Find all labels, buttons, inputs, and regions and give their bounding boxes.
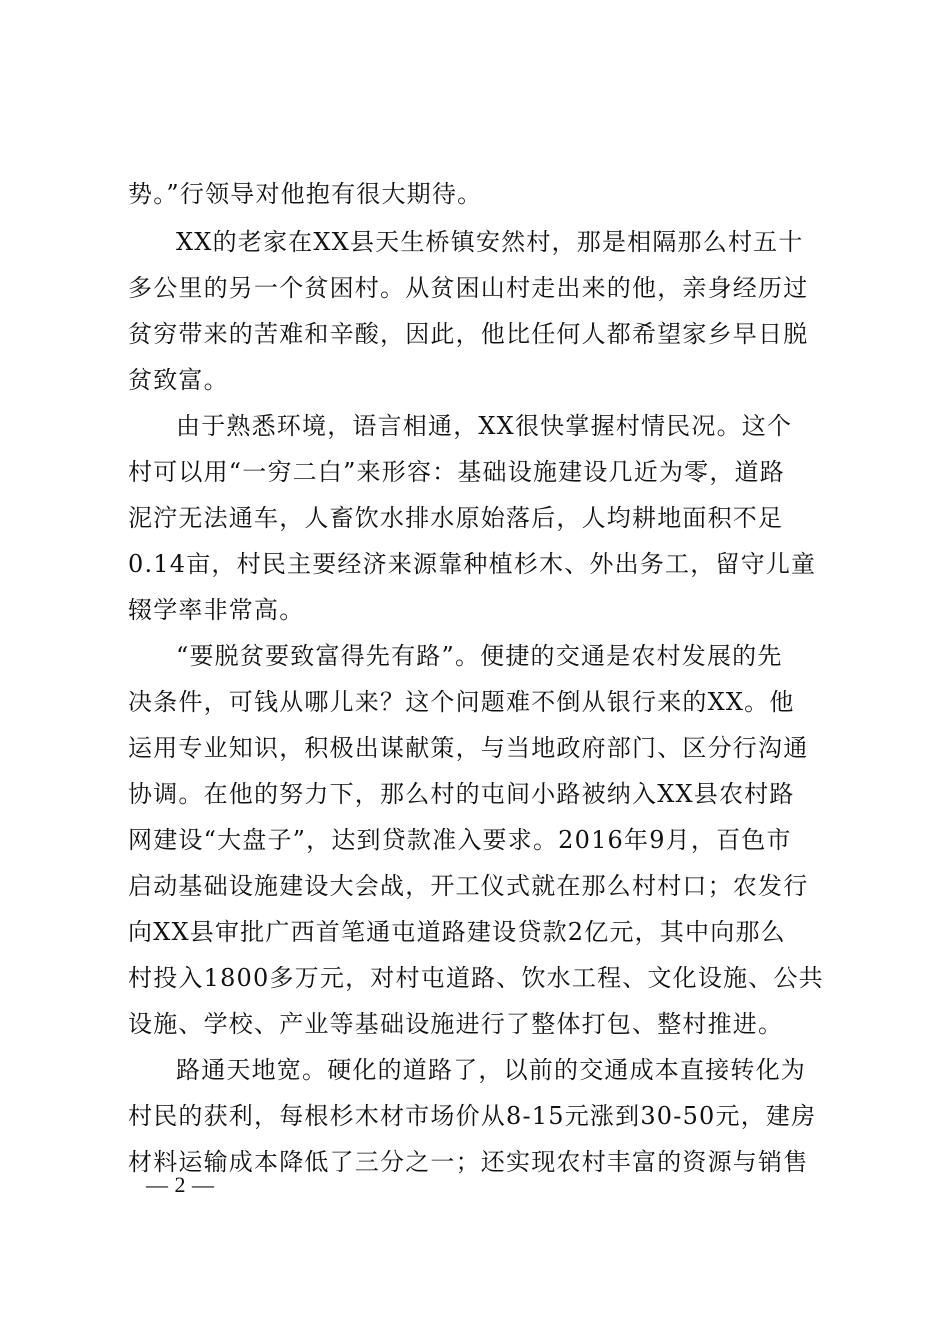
- paragraph-line: 村可以用“一穷二白”来形容：基础设施建设几近为零，道路: [128, 458, 785, 486]
- paragraph-line: “要脱贫要致富得先有路”。便捷的交通是农村发展的先: [176, 642, 783, 670]
- paragraph-line: 运用专业知识，积极出谋献策，与当地政府部门、区分行沟通: [128, 734, 809, 762]
- paragraph-line: 泥泞无法通车，人畜饮水排水原始落后，人均耕地面积不足: [128, 504, 784, 532]
- paragraph-line: XX的老家在XX县天生桥镇安然村，那是相隔那么村五十: [176, 228, 804, 256]
- paragraph-line: 启动基础设施建设大会战，开工仪式就在那么村村口；农发行: [128, 872, 809, 900]
- paragraph-line: 辍学率非常高。: [128, 596, 305, 624]
- paragraph-line: 多公里的另一个贫困村。从贫困山村走出来的他，亲身经历过: [128, 274, 809, 302]
- paragraph-line: 贫致富。: [128, 366, 229, 394]
- paragraph-line: 村投入1800多万元，对村屯道路、饮水工程、文化设施、公共: [128, 964, 824, 992]
- page-number: — 2 —: [146, 1172, 215, 1197]
- paragraph-line: 决条件，可钱从哪儿来？这个问题难不倒从银行来的XX。他: [128, 688, 795, 716]
- paragraph-line: 村民的获利，每根杉木材市场价从8-15元涨到30-50元，建房: [128, 1102, 817, 1130]
- paragraph-line: 路通天地宽。硬化的道路了，以前的交通成本直接转化为: [176, 1056, 806, 1084]
- paragraph-line: 设施、学校、产业等基础设施进行了整体打包、整村推进。: [128, 1010, 784, 1038]
- paragraph-line: 向XX县审批广西首笔通屯道路建设贷款2亿元，其中向那么: [128, 918, 786, 946]
- paragraph-line: 协调。在他的努力下，那么村的屯间小路被纳入XX县农村路: [128, 780, 795, 808]
- paragraph-line: 由于熟悉环境，语言相通，XX很快掌握村情民况。这个: [176, 412, 793, 440]
- paragraph-line: 材料运输成本降低了三分之一；还实现农村丰富的资源与销售: [128, 1148, 809, 1176]
- paragraph-line: 贫穷带来的苦难和辛酸，因此，他比任何人都希望家乡早日脱: [128, 320, 809, 348]
- paragraph-line: 0.14亩，村民主要经济来源靠种植杉木、外出务工，留守儿童: [128, 550, 817, 578]
- paragraph-line: 网建设“大盘子”，达到贷款准入要求。2016年9月，百色市: [128, 826, 792, 854]
- paragraph-line: 势。”行领导对他抱有很大期待。: [128, 180, 483, 208]
